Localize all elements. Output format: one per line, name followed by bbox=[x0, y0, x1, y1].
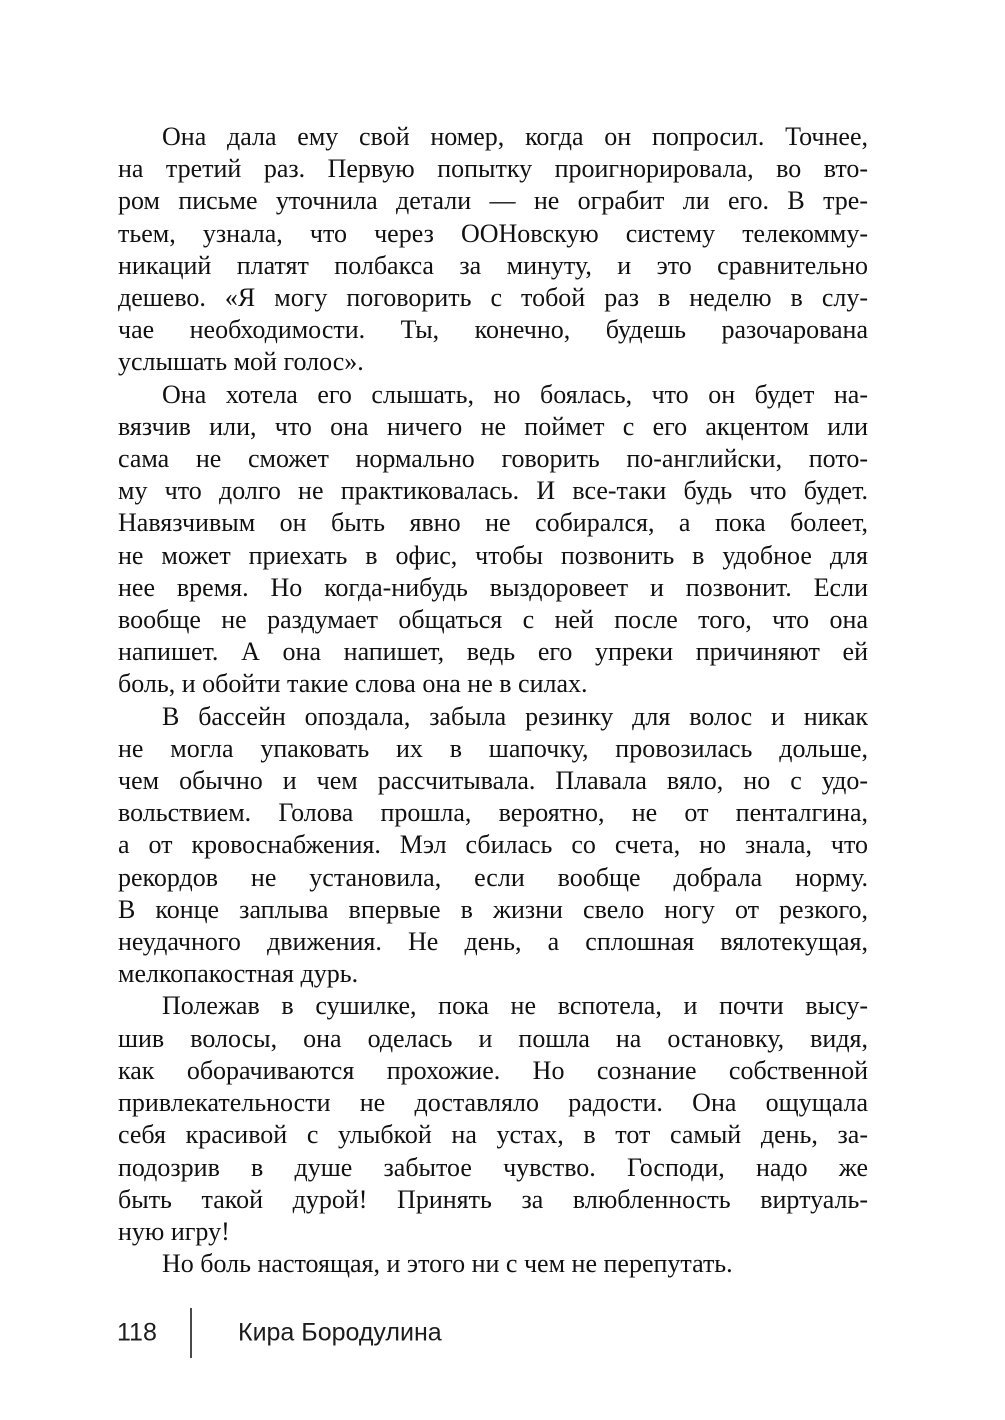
text-line: ную игру! bbox=[118, 1216, 230, 1246]
text-line: ром письме уточнила детали — не ограбит ли его. В тре- bbox=[118, 186, 868, 216]
text-line: напишет. А она напишет, ведь его упреки причиняют ей bbox=[118, 637, 868, 667]
paragraph bbox=[118, 379, 868, 701]
text-line: чем обычно и чем рассчитывала. Плавала вяло, но с удо- bbox=[118, 766, 868, 796]
paragraph bbox=[118, 121, 868, 379]
text-line: Она дала ему свой номер, когда он попросил. Точнее, bbox=[162, 122, 868, 151]
text-line: мелкопакостная дурь. bbox=[118, 959, 359, 989]
paragraph bbox=[118, 701, 868, 991]
text-line: как оборачиваются прохожие. Но сознание собственной bbox=[118, 1055, 868, 1085]
text-line: Но боль настоящая, и этого ни с чем не перепутать. bbox=[162, 1249, 733, 1279]
text-line: боль, и обойти такие слова она не в силах. bbox=[118, 669, 588, 699]
text-line: В конце заплыва впервые в жизни свело ногу от резкого, bbox=[118, 894, 868, 924]
text-line: чае необходимости. Ты, конечно, будешь разочарована bbox=[118, 315, 868, 345]
text-line: тьем, узнала, что через ООНовскую систему телекомму- bbox=[118, 218, 868, 248]
text-line: не могла упаковать их в шапочку, провозилась дольше, bbox=[118, 733, 868, 763]
text-line: Полежав в сушилке, пока не вспотела, и почти высу- bbox=[162, 991, 868, 1021]
page-number: 118 bbox=[117, 1318, 157, 1347]
text-line: никаций платят полбакса за минуту, и это сравнительно bbox=[118, 250, 868, 280]
text-line: рекордов не установила, если вообще добрала норму. bbox=[118, 862, 868, 892]
text-line: себя красивой с улыбкой на устах, в тот самый день, за- bbox=[118, 1120, 868, 1150]
page-text bbox=[118, 121, 868, 1280]
footer-divider bbox=[190, 1308, 192, 1358]
text-line: привлекательности не доставляло радости. Она ощущала bbox=[118, 1088, 868, 1118]
text-line: неудачного движения. Не день, а сплошная вялотекущая, bbox=[118, 927, 868, 957]
text-line: услышать мой голос». bbox=[118, 347, 364, 377]
paragraph bbox=[118, 1248, 868, 1280]
text-line: нее время. Но когда-нибудь выздоровеет и позвонит. Если bbox=[118, 572, 868, 602]
text-line: подозрив в душе забытое чувство. Господи, надо же bbox=[118, 1152, 868, 1182]
text-line: вязчив или, что она ничего не поймет с его акцентом или bbox=[118, 411, 868, 441]
text-line: шив волосы, она оделась и пошла на остановку, видя, bbox=[118, 1023, 868, 1053]
text-line: не может приехать в офис, чтобы позвонить в удобное для bbox=[118, 540, 868, 570]
page-footer bbox=[0, 1306, 1005, 1360]
text-line: на третий раз. Первую попытку проигнорировала, во вто- bbox=[118, 154, 868, 184]
text-line: дешево. «Я могу поговорить с тобой раз в неделю в слу- bbox=[118, 283, 868, 313]
text-line: Она хотела его слышать, но боялась, что он будет на- bbox=[162, 379, 868, 409]
author-name: Кира Бородулина bbox=[238, 1318, 442, 1347]
text-line: а от кровоснабжения. Мэл сбилась со счета, но знала, что bbox=[118, 830, 868, 860]
text-line: вообще не раздумает общаться с ней после того, что она bbox=[118, 605, 868, 635]
text-line: му что долго не практиковалась. И все-таки будь что будет. bbox=[118, 476, 868, 506]
text-line: Навязчивым он быть явно не собирался, а пока болеет, bbox=[118, 508, 868, 538]
text-line: вольствием. Голова прошла, вероятно, не от пенталгина, bbox=[118, 798, 868, 828]
text-line: В бассейн опоздала, забыла резинку для волос и никак bbox=[162, 701, 868, 731]
text-line: сама не сможет нормально говорить по-английски, пото- bbox=[118, 444, 868, 474]
text-line: быть такой дурой! Принять за влюбленность виртуаль- bbox=[118, 1184, 868, 1214]
paragraph bbox=[118, 990, 868, 1248]
